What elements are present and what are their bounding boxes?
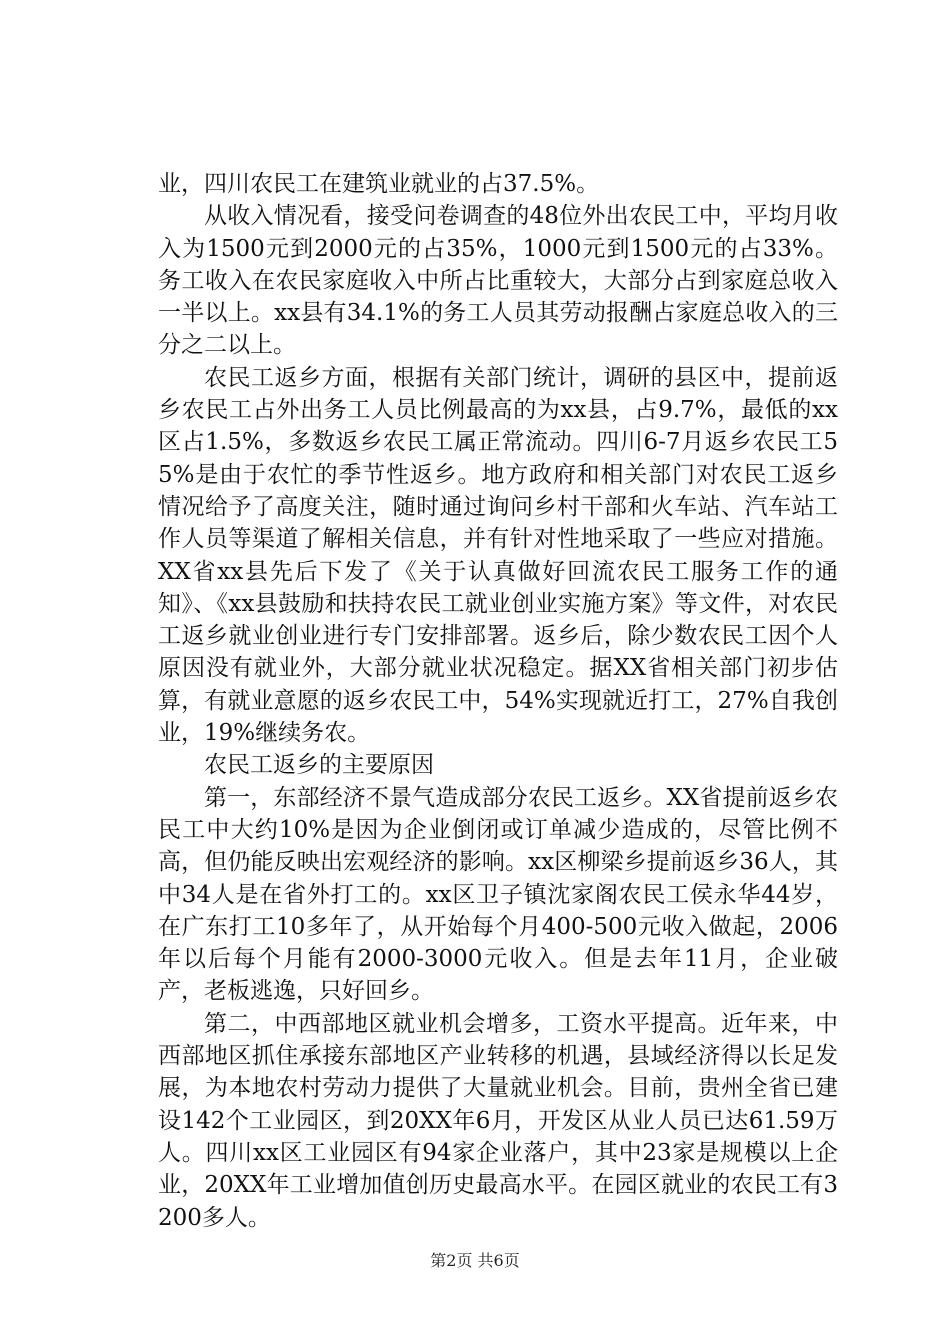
paragraph-income: 从收入情况看，接受问卷调查的48位外出农民工中，平均月收入为1500元到2000元的占35%，1000元到1500元的占33%。务工收入在农民家庭收入中所占比重较大，大部分占到家庭总收入一半以上。xx县有34.1%的务工人员其劳动报酬占家庭总收入的三分之二以上。 <box>158 203 838 359</box>
page-number-footer: 第2页 共6页 <box>430 1251 520 1270</box>
paragraph-continuation: 业，四川农民工在建筑业就业的占37.5%。 <box>158 171 600 197</box>
paragraph-return-home: 农民工返乡方面，根据有关部门统计，调研的县区中，提前返乡农民工占外出务工人员比例最高的为xx县，占9.7%，最低的xx区占1.5%，多数返乡农民工属正常流动。四川6-7月返乡农民工55%是由于农忙的季节性返乡。地方政府和相关部门对农民工返乡情况给予了高度关注，随时通过询问乡村干部和火车站、汽车站工作人员等渠道了解相关信息，并有针对性地采取了一些应对措施。XX省xx县先后下发了《关于认真做好回流农民工服务工作的通知》、《xx县鼓励和扶持农民工就业创业实施方案》等文件，对农民工返乡就业创业进行专门安排部署。返乡后，除少数农民工因个人原因没有就业外，大部分就业状况稳定。据XX省相关部门初步估算，有就业意愿的返乡农民工中，54%实现就近打工，27%自我创业，19%继续务农。 <box>158 364 838 747</box>
paragraph-reason-two: 第二，中西部地区就业机会增多，工资水平提高。近年来，中西部地区抓住承接东部地区产业转移的机遇，县域经济得以长足发展，为本地农村劳动力提供了大量就业机会。目前，贵州全省已建设142个工业园区，到20XX年6月，开发区从业人员已达61.59万人。四川xx区工业园区有94家企业落户，其中23家是规模以上企业，20XX年工业增加值创历史最高水平。在园区就业的农民工有3200多人。 <box>158 1010 838 1231</box>
section-heading: 农民工返乡的主要原因 <box>204 752 434 779</box>
document-body <box>158 168 838 1234</box>
paragraph-reason-one: 第一，东部经济不景气造成部分农民工返乡。XX省提前返乡农民工中大约10%是因为企业倒闭或订单减少造成的，尽管比例不高，但仍能反映出宏观经济的影响。xx区柳梁乡提前返乡36人，其中34人是在省外打工的。xx区卫子镇沈家阁农民工侯永华44岁，在广东打工10多年了，从开始每个月400-500元收入做起，2006年以后每个月能有2000-3000元收入。但是去年11月，企业破产，老板逃逸，只好回乡。 <box>158 784 838 1005</box>
